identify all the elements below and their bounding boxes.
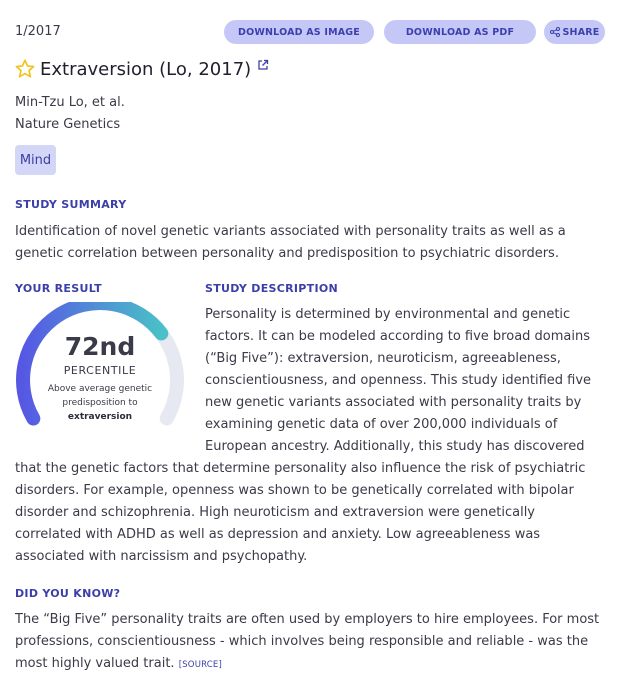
description-line: (“Big Five”): extraversion, neuroticism, agreeableness, [205, 351, 561, 366]
description-line: disorder and schizophrenia. High neuroticism and extraversion were genetically [15, 505, 535, 520]
result-note-line2: predisposition to [62, 398, 138, 408]
percentile-label: PERCENTILE [63, 364, 137, 377]
study-description-heading: STUDY DESCRIPTION [205, 282, 339, 295]
percentile-gauge [12, 302, 188, 432]
study-title-row [14, 56, 269, 82]
study-summary-text: Identification of novel genetic variants associated with personality traits as well as a genetic correlation between personality and predisposition to psychiatric disorders. [15, 224, 566, 261]
share-label: SHARE [562, 26, 600, 38]
description-line: European ancestry. Additionally, this study has discovered [205, 439, 585, 454]
study-summary-heading: STUDY SUMMARY [15, 198, 127, 211]
category-tag[interactable]: Mind [15, 145, 56, 175]
study-description-top [205, 304, 605, 436]
download-image-button[interactable]: DOWNLOAD AS IMAGE [224, 20, 374, 44]
description-line: correlated with ADHD as well as depression and anxiety. Low agreeableness was [15, 527, 541, 542]
did-you-know-text [15, 609, 605, 676]
did-you-know-heading: DID YOU KNOW? [15, 587, 121, 600]
description-line: conscientiousness, and openness. This study identified five [205, 373, 592, 388]
source-link[interactable]: [SOURCE] [178, 660, 223, 670]
study-title: Extraversion (Lo, 2017) [40, 58, 252, 80]
description-line: disorders. For example, openness was shown to be genetically correlated with bipolar [15, 483, 574, 498]
your-result-heading: YOUR RESULT [15, 282, 102, 295]
did-you-know-line: most highly valued trait. [15, 656, 175, 671]
description-line: new genetic variants associated with personality traits by [205, 395, 582, 410]
description-line: factors. It can be modeled according to five broad domains [205, 329, 591, 344]
result-note-trait: extraversion [67, 412, 133, 422]
share-icon [550, 27, 560, 37]
study-date: 1/2017 [15, 24, 61, 39]
did-you-know-line: professions, conscientiousness - which involves being responsible and reliable - was the [15, 634, 589, 649]
description-line: that the genetic factors that determine personality also influence the risk of psychiatric [15, 461, 586, 476]
share-button[interactable] [544, 20, 605, 44]
study-journal: Nature Genetics [15, 117, 121, 132]
study-description-bottom [15, 436, 605, 568]
result-note-line1: Above average genetic [47, 384, 153, 394]
percentile-value: 72nd [64, 332, 136, 361]
download-pdf-button[interactable]: DOWNLOAD AS PDF [384, 20, 536, 44]
description-line: examining genetic data of over 200,000 individuals of [205, 417, 558, 432]
external-link-icon[interactable] [257, 59, 269, 71]
study-authors: Min-Tzu Lo, et al. [15, 95, 125, 110]
top-bar [15, 20, 605, 44]
result-note [34, 382, 166, 424]
did-you-know-line: The “Big Five” personality traits are often used by employers to hire employees. For most [15, 612, 600, 627]
star-outline-icon[interactable] [14, 58, 36, 80]
description-line: associated with narcissism and psychopathy. [15, 549, 308, 564]
description-line: Personality is determined by environmental and genetic [205, 307, 571, 322]
